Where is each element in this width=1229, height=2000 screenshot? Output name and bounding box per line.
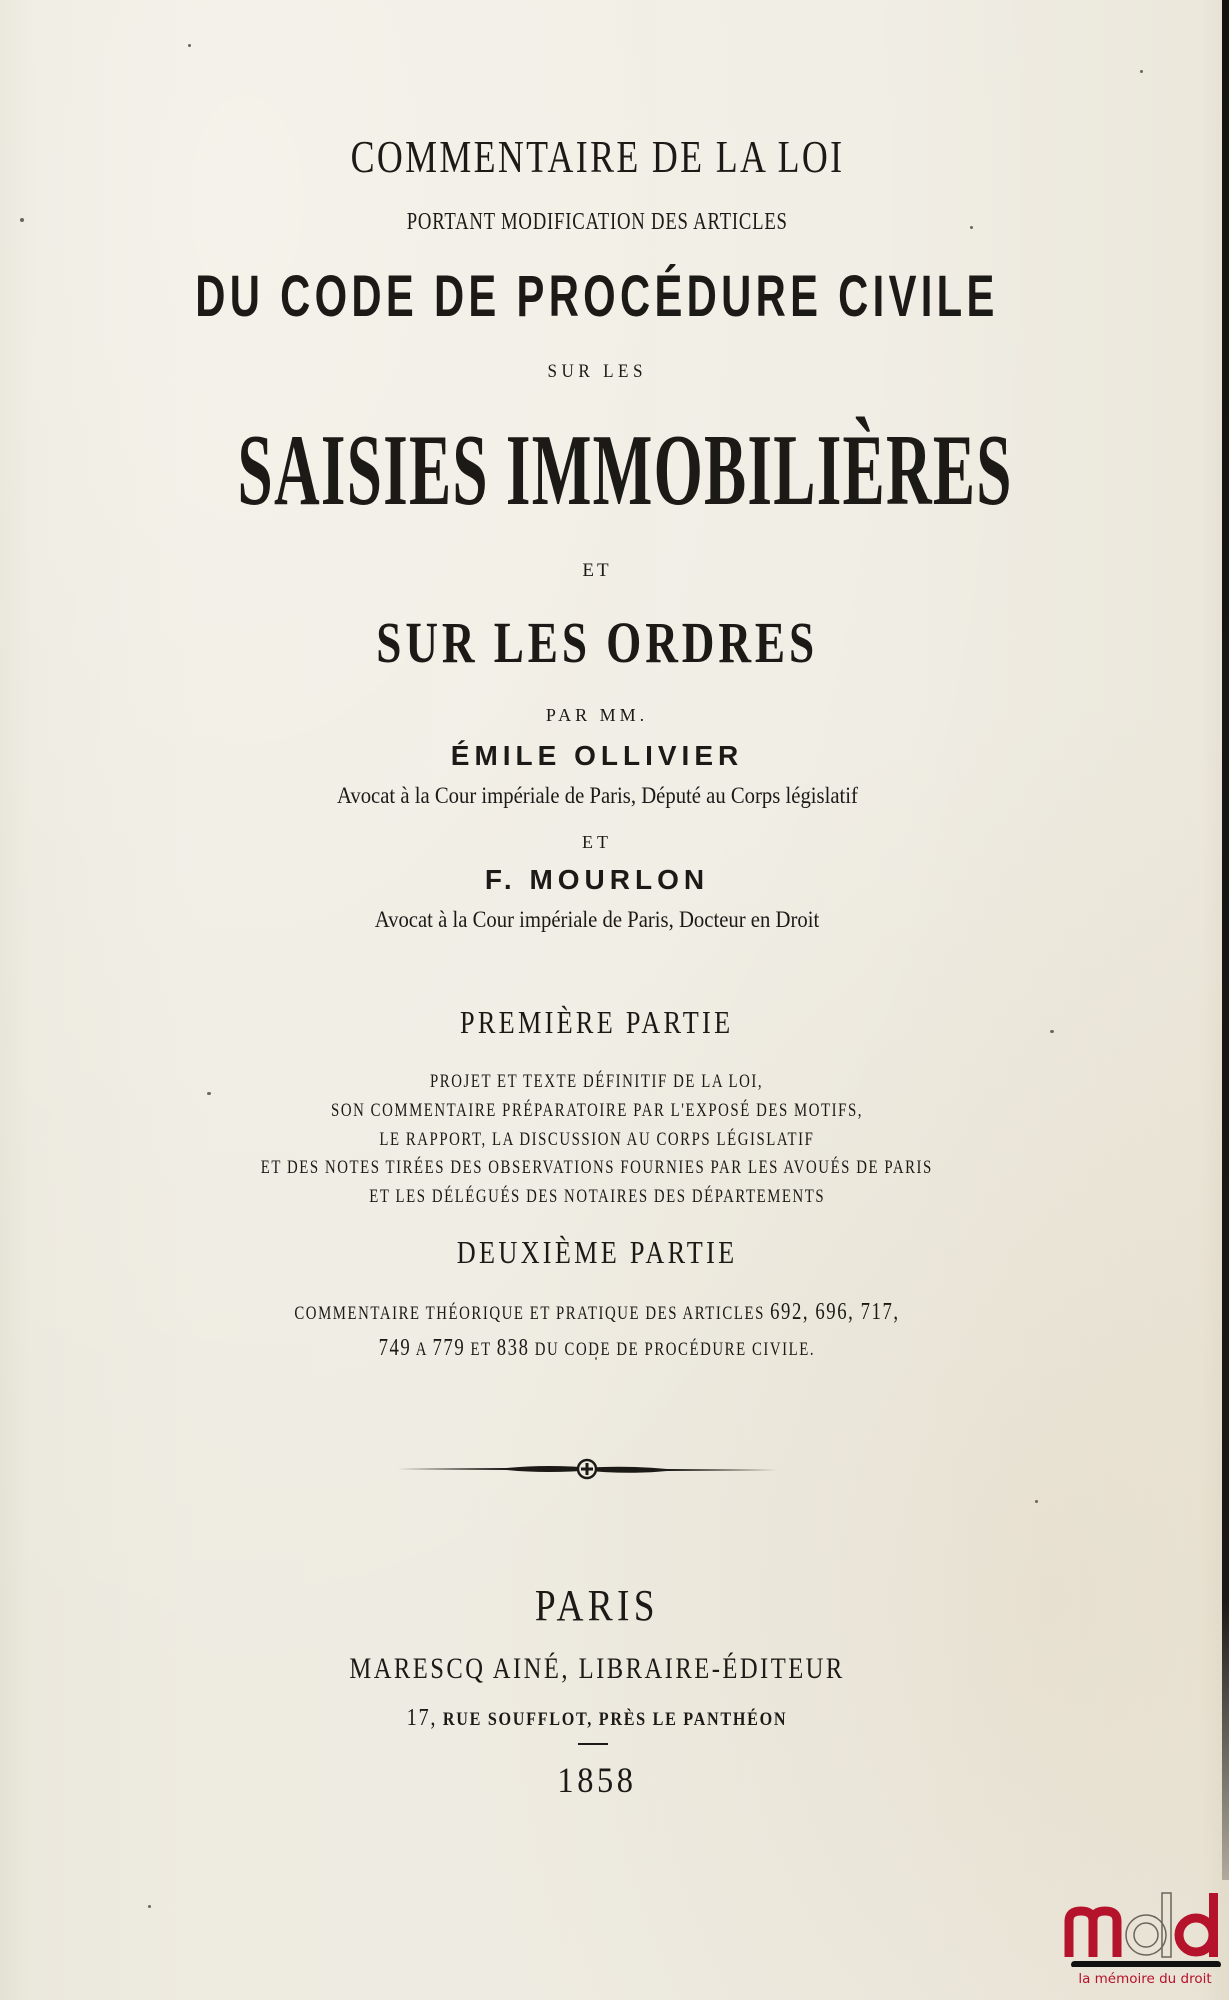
title-line-5: SAISIES IMMOBILIÈRES xyxy=(237,414,1013,527)
author-conjunction-text: ET xyxy=(582,832,612,852)
byline-intro xyxy=(0,706,1194,724)
description-text: ET LES DÉLÉGUÉS DES NOTAIRES DES DÉPARTEMENTS xyxy=(369,1186,825,1207)
part-2-description-line xyxy=(0,1300,1194,1324)
description-words: A xyxy=(411,1339,433,1360)
byline-intro-text: PAR MM. xyxy=(545,705,649,725)
imprint-address xyxy=(0,1706,1194,1730)
address-text xyxy=(407,1706,788,1730)
address-number: 17, xyxy=(406,1705,438,1731)
title-line-3: DU CODE DE PROCÉDURE CIVILE xyxy=(195,264,999,329)
title-line-portant xyxy=(0,210,1194,234)
part-heading: DEUXIÈME PARTIE xyxy=(456,1234,738,1270)
title-line-6: ET xyxy=(582,560,612,581)
city-text: PARIS xyxy=(535,1581,659,1630)
part-2-description-line xyxy=(0,1336,1194,1360)
year-text: 1858 xyxy=(557,1760,637,1800)
author-1-name xyxy=(0,742,1194,770)
part-1-description-line xyxy=(0,1187,1194,1206)
author-affiliation: Avocat à la Cour impériale de Paris, Député au Corps législatif xyxy=(336,783,858,808)
title-line-7: SUR LES ORDRES xyxy=(376,610,818,675)
description-text: ET DES NOTES TIRÉES DES OBSERVATIONS FOURNIES PAR LES AVOUÉS DE PARIS xyxy=(260,1157,934,1178)
author-conjunction xyxy=(0,833,1194,851)
author-2-affiliation xyxy=(0,908,1194,931)
address-street: RUE SOUFFLOT, PRÈS LE PANTHÉON xyxy=(437,1709,788,1730)
article-numbers: 692, 696, 717, xyxy=(770,1299,900,1325)
title-line-1: COMMENTAIRE DE LA LOI xyxy=(350,131,844,182)
part-1-description-line xyxy=(0,1072,1194,1091)
author-name: ÉMILE OLLIVIER xyxy=(450,740,744,771)
description-words: DU CODE DE PROCÉDURE CIVILE. xyxy=(529,1339,816,1360)
imprint-publisher xyxy=(0,1654,1194,1684)
fleuron-ornament-icon xyxy=(397,1456,777,1482)
imprint-city xyxy=(0,1581,1194,1630)
description-text xyxy=(294,1300,899,1324)
article-number: 779 xyxy=(432,1335,466,1361)
part-heading: PREMIÈRE PARTIE xyxy=(460,1004,734,1040)
publisher-text: MARESCQ AINÉ, LIBRAIRE-ÉDITEUR xyxy=(349,1652,845,1685)
title-line-4: SUR LES xyxy=(547,361,647,382)
part-1-heading xyxy=(0,1006,1194,1038)
description-text: SON COMMENTAIRE PRÉPARATOIRE PAR L'EXPOSÉ DES MOTIFS, xyxy=(330,1100,864,1121)
title-line-2: PORTANT MODIFICATION DES ARTICLES xyxy=(406,209,788,235)
description-text xyxy=(379,1336,816,1360)
author-name: F. MOURLON xyxy=(484,864,710,895)
author-affiliation: Avocat à la Cour impériale de Paris, Docteur en Droit xyxy=(374,907,820,932)
title-line-sur-les xyxy=(0,362,1194,381)
description-words: ET xyxy=(465,1339,497,1360)
part-2-heading xyxy=(0,1236,1194,1268)
description-text: PROJET ET TEXTE DÉFINITIF DE LA LOI, xyxy=(430,1071,764,1092)
logo-tagline: la mémoire du droit xyxy=(1078,1971,1212,1987)
title-conjunction xyxy=(0,561,1194,580)
article-number: 749 xyxy=(378,1335,412,1361)
subtitle-ordres xyxy=(0,610,1194,675)
main-title xyxy=(0,414,1194,527)
separator-rule xyxy=(578,1743,608,1745)
binding-edge xyxy=(1222,0,1229,1880)
title-line-commentaire xyxy=(0,131,1194,182)
author-1-affiliation xyxy=(0,784,1194,807)
author-2-name xyxy=(0,866,1194,894)
part-1-description-line xyxy=(0,1158,1194,1177)
part-1-description-line xyxy=(0,1130,1194,1149)
imprint-year xyxy=(0,1762,1194,1798)
description-words: COMMENTAIRE THÉORIQUE ET PRATIQUE DES ARTICLES xyxy=(294,1303,771,1324)
mdd-watermark-logo xyxy=(1063,1885,1227,2000)
mdd-logo-icon xyxy=(1063,1885,1227,1967)
article-number: 838 xyxy=(496,1335,530,1361)
description-text: LE RAPPORT, LA DISCUSSION AU CORPS LÉGISLATIF xyxy=(379,1129,815,1150)
part-1-description-line xyxy=(0,1101,1194,1120)
title-line-code xyxy=(0,264,1194,329)
